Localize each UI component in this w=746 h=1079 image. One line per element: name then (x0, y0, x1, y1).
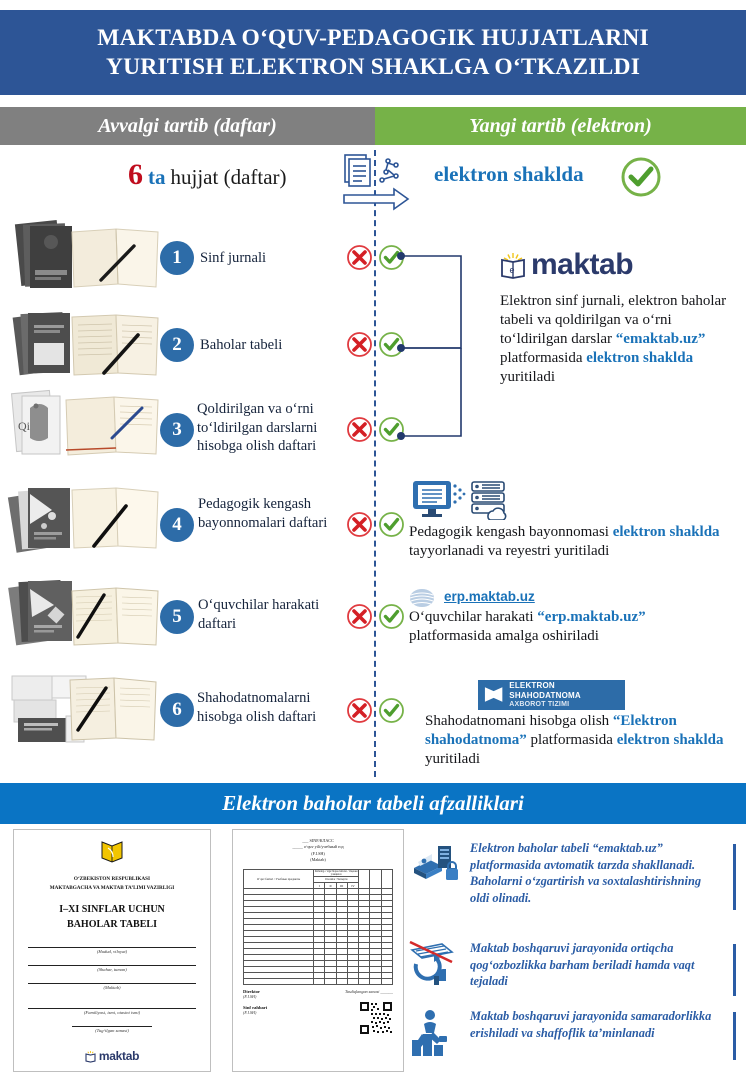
summary-row (0, 150, 746, 218)
benefit-accent-bar (733, 1012, 736, 1060)
doc1-field-caption: (Maktab) (103, 985, 121, 991)
doc2-q2: II (325, 883, 336, 889)
desc3-part2: platformasida amalga oshiriladi (409, 628, 599, 645)
red-x-icon (346, 697, 373, 724)
desc1-part3: elektron shaklda (586, 350, 694, 367)
row-number-badge: 6 (160, 693, 194, 727)
erp-globe-icon (408, 586, 436, 610)
desc3-part0: O‘quvchilar harakati (409, 609, 538, 625)
doc2-footer (233, 985, 403, 1040)
description-text-2 (409, 523, 729, 561)
red-x-icon (346, 603, 373, 630)
column-header-old-label: Avvalgi tartib (daftar) (98, 114, 277, 137)
doc2-date-label: Tasdiqlangan sanasi ______ (344, 989, 393, 995)
doc2-col-main: O‘quv fanlari / Учебные предметы (244, 870, 314, 889)
document-to-digital-arrow-icon (338, 152, 418, 216)
pedagogical-council-book-photo (6, 480, 162, 558)
doc2-col-group: Kimning o‘ziga/Чорак baholar / Оценки учащихся (314, 870, 358, 877)
red-x-icon (346, 244, 373, 271)
doc1-field (28, 1008, 196, 1015)
header-title-line1: MAKTABDA O‘QUV-PEDAGOGIK HUJJATLARNI (97, 24, 649, 51)
column-header-new (375, 107, 746, 145)
doc1-field-line (28, 947, 196, 948)
red-x-icon (346, 511, 373, 538)
doc1-field-caption: (Familiyasi, ismi, otasini ismi) (83, 1010, 141, 1016)
document-count-number: 6 (128, 158, 143, 191)
doc1-footer-logo-text: maktab (98, 1049, 140, 1064)
doc2-sign2-cap: (F.I.SH) (243, 1010, 257, 1016)
table-row (0, 218, 746, 298)
benefit-accent-bar (733, 844, 736, 910)
benefit1-part1: “emaktab.uz” (592, 841, 663, 855)
doc1-org-line2: MAKTABGACHA VA MAKTAB TA’LIMI VAZIRLIGI (49, 884, 175, 891)
page-header (0, 10, 746, 95)
green-check-icon (378, 511, 405, 538)
doc2-q3: III (336, 883, 347, 889)
monitor-server-cloud-icon (410, 478, 515, 520)
row-number-badge: 5 (160, 600, 194, 634)
doc1-field-line (72, 1026, 152, 1027)
missed-lessons-register-photo (6, 386, 162, 464)
doc1-field-line (28, 965, 196, 966)
doc1-org-line1: O‘ZBEKISTON RESPUBLIKASI (73, 876, 151, 882)
benefit-item-2 (470, 940, 720, 990)
elektron-shahodatnoma-badge (478, 680, 625, 710)
maktab-book-icon (500, 250, 526, 280)
table-row (0, 386, 746, 474)
desc2-part1: elektron shaklda (612, 524, 720, 540)
growth-person-chart-icon (408, 1008, 462, 1058)
document-count (128, 158, 287, 192)
doc2-sign2-name: Sinf rahbari (243, 1005, 268, 1011)
doc1-title-line2: BAHOLAR TABELI (67, 918, 157, 930)
desc1-part1: “emaktab.uz” (615, 331, 706, 348)
doc1-field (28, 983, 196, 990)
row-label: O‘quvchilar harakati daftari (198, 597, 320, 632)
student-movement-book-photo (6, 575, 162, 653)
bottom-banner-title: Elektron baholar tabeli afzalliklari (222, 791, 524, 815)
desc1-part4: yuritiladi (500, 369, 555, 386)
benefit2-part0: Maktab boshqaruvi jarayonida ortiqcha qog‘ozbozlikka barham beriladi hamda vaqt tejaladi (470, 941, 695, 988)
doc1-field-caption: (Tug‘ilgan sanasi) (95, 1028, 129, 1034)
benefit-text-2 (470, 940, 720, 990)
benefit-accent-bar (733, 944, 736, 996)
desc1-part0: Elektron sinf jurnali, elektron baholar tabeli va qoldirilgan va o‘rni to‘ldirilgan darslar (500, 293, 727, 348)
svg-text:Qi: Qi (18, 419, 30, 433)
grade-report-photo (6, 305, 162, 383)
benefit1-part0: Elektron baholar tabeli (470, 841, 593, 855)
red-x-icon (346, 416, 373, 443)
maktab-logo-small-icon (85, 1050, 96, 1063)
desc4-part2: platformasida (526, 732, 617, 749)
doc2-q1: I (314, 883, 325, 889)
class-journal-photo (6, 218, 162, 296)
green-check-icon (378, 603, 405, 630)
row-label: Qoldirilgan va o‘rni to‘ldirilgan darslarni hisobga olish daftari (197, 401, 318, 455)
doc2-head-line2: _____ o‘quv yili/учебный год (292, 844, 344, 850)
uzbekistan-education-emblem (99, 838, 125, 864)
doc1-field (72, 1026, 152, 1033)
maktab-logo (500, 248, 633, 285)
electronic-form-label: elektron shaklda (434, 162, 584, 186)
desc1-part2: platformasida (500, 350, 587, 367)
desc4-part0: Shahodatnomani hisobga olish (425, 713, 613, 729)
doc1-title-line1: I–XI SINFLAR UCHUN (59, 904, 165, 916)
laptop-server-lock-icon (408, 840, 462, 890)
row-label: Pedagogik kengash bayonnomalari daftari (198, 496, 328, 531)
document-count-label: hujjat (daftar) (170, 165, 287, 189)
row-number-badge: 2 (160, 328, 194, 362)
badge-line-1: ELEKTRON SHAHODATNOMA (509, 680, 581, 700)
doc1-field (28, 947, 196, 954)
benefit-item-1 (470, 840, 720, 906)
benefit3-part0: Maktab boshqaruvi jarayonida samaradorlikka erishiladi va shaffoflik ta’minlanadi (470, 1009, 712, 1040)
row-number-badge: 3 (160, 413, 194, 447)
erp-link[interactable]: erp.maktab.uz (444, 589, 535, 604)
doc1-field-line (28, 983, 196, 984)
badge-line-2: AXBOROT TIZIMI (509, 700, 570, 708)
benefit-text-3 (470, 1008, 720, 1041)
doc1-field-caption: (Shahar, tuman) (97, 967, 127, 973)
qr-code (359, 1001, 393, 1035)
doc2-sign1-name: Direktor (243, 989, 261, 995)
row-label: Shahodatnomalarni hisobga olish daftari (197, 690, 317, 725)
desc4-part3: elektron shaklda (616, 732, 724, 749)
shahodatnoma-book-icon (483, 685, 504, 705)
bracket-connector (395, 248, 505, 448)
column-header-new-label: Yangi tartib (elektron) (469, 114, 652, 137)
column-header-bars (0, 107, 746, 145)
svg-text:e: e (509, 265, 515, 275)
desc2-part2: tayyorlanadi va reyestri yuritiladi (409, 543, 610, 560)
doc2-sign1-cap: (F.I.SH) (243, 994, 257, 1000)
maktab-logo-text: maktab (531, 248, 634, 281)
green-check-circle-icon (620, 156, 662, 198)
description-text-1 (500, 292, 740, 387)
green-check-icon (378, 697, 405, 724)
doc2-head-line1: ___ SINF/КЛАСС (302, 838, 334, 843)
certificates-register-photo (6, 668, 162, 746)
row-label: Sinf jurnali (200, 250, 267, 266)
document-count-unit: ta (148, 165, 166, 189)
desc4-part4: yuritiladi (425, 751, 480, 768)
desc2-part0: Pedagogik kengash bayonnomasi (409, 524, 613, 540)
row-number-badge: 4 (160, 508, 194, 542)
bottom-banner (0, 783, 746, 824)
doc1-field-line (28, 1008, 196, 1009)
document-preview-card-2 (232, 829, 404, 1072)
desc4-part1: “Elektron shahodatnoma” (425, 713, 677, 749)
benefit1-part2: platformasida avtomatik tarzda shakllanadi. Baholarni o‘zgartirish va soxtalashtirishning oldi olinadi. (470, 857, 702, 905)
benefit-item-3 (470, 1008, 720, 1041)
document-preview-card-1 (13, 829, 211, 1072)
description-text-4 (425, 712, 725, 769)
doc1-field-caption: (Hudud, viloyat) (96, 949, 128, 955)
row-number-badge: 1 (160, 241, 194, 275)
doc2-q4: IV (347, 883, 358, 889)
desc3-part1: “erp.maktab.uz” (537, 609, 646, 625)
red-x-icon (346, 331, 373, 358)
column-header-old (0, 107, 375, 145)
description-text-3 (409, 608, 729, 646)
doc1-field (28, 965, 196, 972)
no-paperwork-clock-icon (408, 940, 462, 990)
doc2-head-line4: (Maktab) (310, 856, 326, 862)
header-title-line2: YURITISH ELEKTRON SHAKLGA O‘TKAZILDI (105, 53, 641, 80)
doc2-table-row (244, 979, 393, 985)
row-label: Baholar tabeli (200, 337, 283, 353)
doc2-col-sub: Choraklar / Четверти (314, 877, 359, 883)
benefit-text-1 (470, 840, 720, 906)
doc2-grades-table (243, 869, 393, 985)
doc2-head-line3: (F.I.SH) (311, 850, 325, 856)
